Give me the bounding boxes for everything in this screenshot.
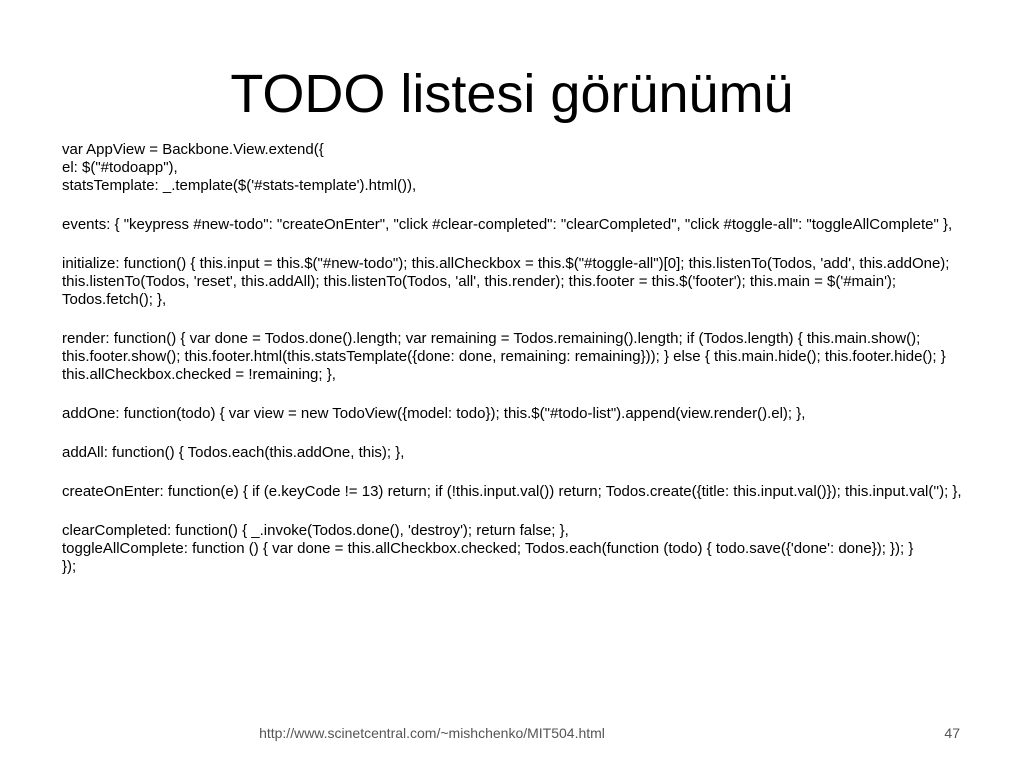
code-line: var AppView = Backbone.View.extend({ — [62, 141, 324, 158]
code-line: addAll: function() { Todos.each(this.addOne, this); }, — [62, 444, 405, 461]
blank-line — [62, 462, 962, 483]
blank-line — [62, 423, 962, 444]
code-line: addOne: function(todo) { var view = new TodoView({model: todo}); this.$("#todo-list").append(view.render().el); }, — [62, 405, 806, 422]
slide-title: TODO listesi görünümü — [230, 64, 794, 124]
blank-line — [62, 309, 962, 330]
code-line: }); — [62, 558, 77, 575]
blank-line — [62, 501, 962, 522]
code-line: events: { "keypress #new-todo": "createOnEnter", "click #clear-completed": "clearCompleted", "click #toggle-all": "toggleAllComplete" }, — [62, 216, 953, 233]
code-line: statsTemplate: _.template($('#stats-template').html()), — [62, 177, 417, 194]
footer-url: http://www.scinetcentral.com/~mishchenko/MIT504.html — [259, 725, 605, 741]
code-line: clearCompleted: function() { _.invoke(Todos.done(), 'destroy'); return false; }, — [62, 522, 569, 539]
blank-line — [62, 234, 962, 255]
code-line: initialize: function() { this.input = this.$("#new-todo"); this.allCheckbox = this.$("#toggle-all")[0]; this.listenTo(Todos, 'add', this.addOne); this.listenTo(Todos, 'reset', this.addAll); this.listenTo(Todos, 'all', this.render); this.footer = this.$('footer'); this.main = $('#main'); Todos.fetch(); }, — [62, 255, 950, 308]
blank-line — [62, 384, 962, 405]
page-number: 47 — [944, 725, 960, 741]
code-line: render: function() { var done = Todos.done().length; var remaining = Todos.remaining().length; if (Todos.length) { this.main.show(); this.footer.show(); this.footer.html(this.statsTemplate({done: done, remaining: remaining})); } else { this.main.hide(); this.footer.hide(); } this.allCheckbox.checked = !remaining; }, — [62, 330, 946, 383]
blank-line — [62, 195, 962, 216]
code-line: createOnEnter: function(e) { if (e.keyCode != 13) return; if (!this.input.val()) return; Todos.create({title: this.input.val()}); this.input.val(''); }, — [62, 483, 962, 500]
code-line: el: $("#todoapp"), — [62, 159, 178, 176]
code-line: toggleAllComplete: function () { var done = this.allCheckbox.checked; Todos.each(function (todo) { todo.save({'done': done}); }); } — [62, 540, 914, 557]
code-body — [62, 141, 962, 576]
